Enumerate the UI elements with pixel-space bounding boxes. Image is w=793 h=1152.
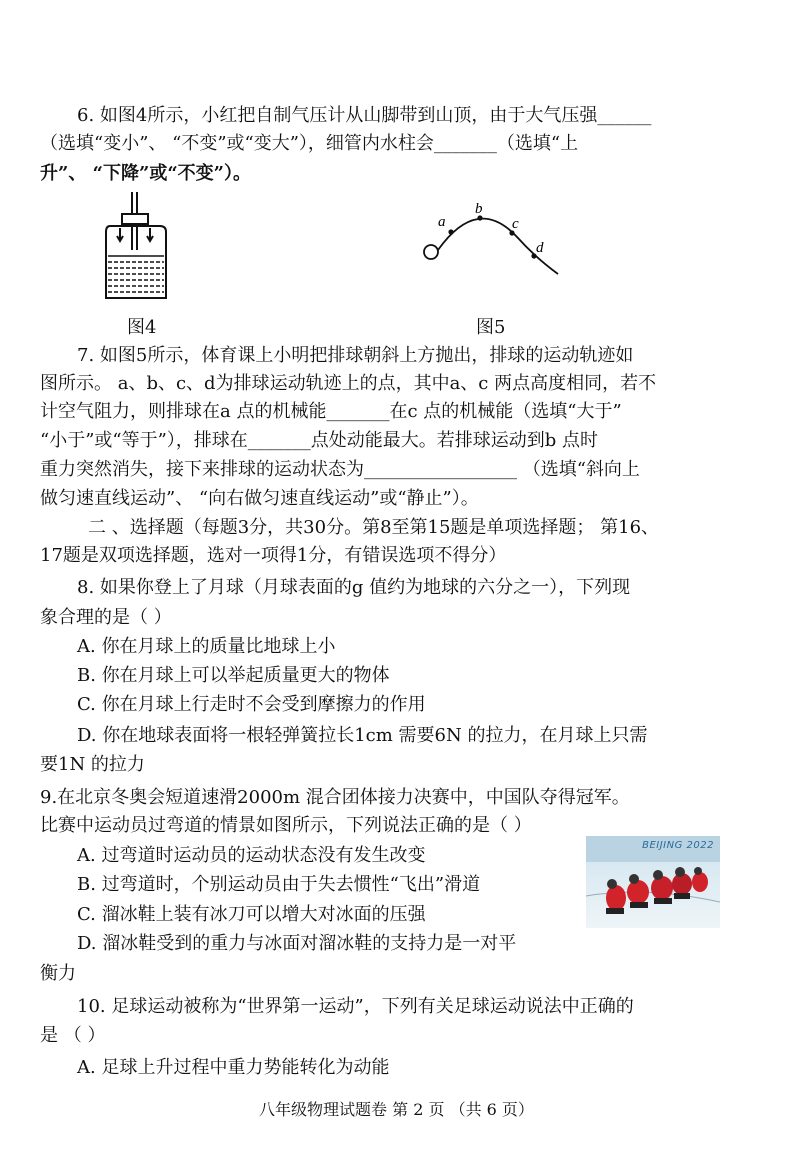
q10-option-a: A. 足球上升过程中重力势能转化为动能: [77, 1057, 390, 1078]
q8-stem-2: 象合理的是（ ）: [40, 607, 172, 628]
q9-option-b: B. 过弯道时，个别运动员由于失去惯性“飞出”滑道: [77, 874, 481, 895]
q10-stem-1: 10. 足球运动被称为“世界第一运动”，下列有关足球运动说法中正确的: [77, 996, 634, 1017]
q8-stem-1: 8. 如果你登上了月球（月球表面的g 值约为地球的六分之一），下列现: [77, 577, 631, 598]
section-2-heading: 二 、选择题（每题3分，共30分。第8至第15题是单项选择题； 第16、: [88, 517, 660, 538]
q9-option-a: A. 过弯道时运动员的运动状态没有发生改变: [77, 845, 426, 866]
q6-line-3: 升”、 “下降”或“不变”）。: [40, 163, 252, 184]
photo-watermark-brand: BEIJING 2022: [642, 840, 714, 851]
q7-line-3: 计空气阻力，则排球在a 点的机械能_______在c 点的机械能（选填“大于”: [40, 401, 622, 422]
fig5-label-c: c: [512, 216, 519, 232]
q7-line-2: 图所示。 a、b、c、d为排球运动轨迹上的点，其中a、c 两点高度相同，若不: [40, 373, 657, 394]
section-2-instructions: 17题是双项选择题，选对一项得1分，有错误选项不得分）: [40, 545, 507, 566]
q6-line-2: （选填“变小”、 “不变”或“变大”），细管内水柱会_______（选填“上: [40, 133, 579, 154]
q9-option-c: C. 溜冰鞋上装有冰刀可以增大对冰面的压强: [77, 904, 426, 925]
q7-line-4: “小于”或“等于”），排球在_______点处动能最大。若排球运动到b 点时: [40, 430, 599, 451]
q6-line-1: 6. 如图4所示，小红把自制气压计从山脚带到山顶，由于大气压强______: [77, 105, 652, 126]
q9-option-d-line-2: 衡力: [40, 963, 76, 984]
q10-stem-2: 是 （ ）: [40, 1025, 106, 1046]
page-footer: 八年级物理试题卷 第 2 页 （共 6 页）: [259, 1100, 534, 1119]
q8-option-d-line-2: 要1N 的拉力: [40, 754, 145, 775]
q9-stem-1: 9.在北京冬奥会短道速滑2000m 混合团体接力决赛中，中国队夺得冠军。: [40, 787, 630, 808]
q9-stem-2: 比赛中运动员过弯道的情景如图所示，下列说法正确的是（ ）: [40, 815, 532, 836]
q8-option-b: B. 你在月球上可以举起质量更大的物体: [77, 665, 390, 686]
figure-5-caption: 图5: [476, 317, 506, 338]
q7-line-1: 7. 如图5所示，体育课上小明把排球朝斜上方抛出，排球的运动轨迹如: [77, 345, 634, 366]
speed-skating-photo: [586, 836, 720, 928]
fig5-label-b: b: [475, 201, 483, 217]
q8-option-c: C. 你在月球上行走时不会受到摩擦力的作用: [77, 694, 426, 715]
q8-option-a: A. 你在月球上的质量比地球上小: [77, 636, 336, 657]
figure-4-caption: 图4: [127, 317, 157, 338]
q7-line-6: 做匀速直线运动”、 “向右做匀速直线运动”或“静止”）。: [40, 488, 479, 509]
figure-4-barometer: [100, 190, 180, 305]
figure-5-trajectory: [418, 200, 568, 285]
q7-line-5: 重力突然消失，接下来排球的运动状态为_________________ （选填“斜向上: [40, 459, 640, 480]
fig5-label-d: d: [536, 240, 544, 256]
q8-option-d-line-1: D. 你在地球表面将一根轻弹簧拉长1cm 需要6N 的拉力，在月球上只需: [77, 725, 648, 746]
fig5-label-a: a: [438, 214, 446, 230]
q9-option-d-line-1: D. 溜冰鞋受到的重力与冰面对溜冰鞋的支持力是一对平: [77, 933, 517, 954]
